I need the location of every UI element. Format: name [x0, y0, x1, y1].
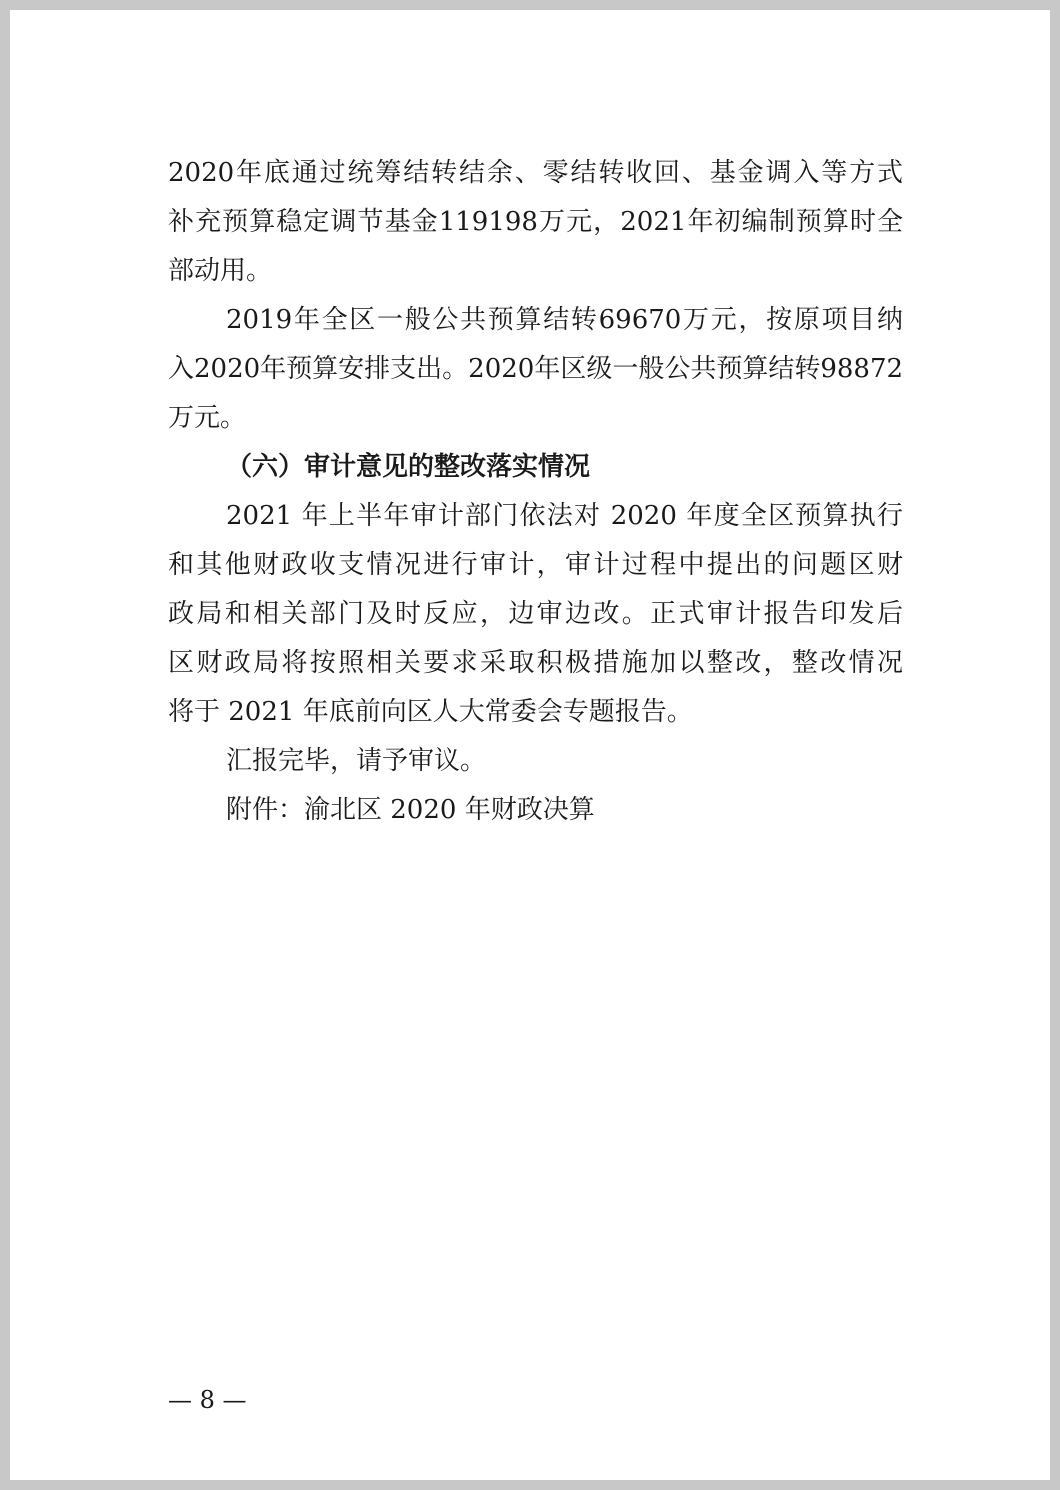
paragraph-audit — [168, 492, 903, 737]
text-line: 政局和相关部门及时反应，边审边改。正式审计报告印发后 — [168, 599, 903, 629]
text-line: 入2020年预算安排支出。2020年区级一般公共预算结转98872 — [168, 354, 904, 384]
attachment-note: 附件：渝北区 2020 年财政决算 — [226, 795, 595, 825]
text-line: 区财政局将按照相关要求采取积极措施加以整改，整改情况 — [168, 648, 903, 678]
section-heading: （六）审计意见的整改落实情况 — [226, 452, 591, 482]
text-line: 补充预算稳定调节基金119198万元，2021年初编制预算时全 — [168, 207, 903, 237]
text-line: 和其他财政收支情况进行审计，审计过程中提出的问题区财 — [168, 550, 903, 580]
document-body — [168, 149, 903, 835]
text-line: 2021 年上半年审计部门依法对 2020 年度全区预算执行 — [226, 501, 903, 531]
text-line: 2019年全区一般公共预算结转69670万元，按原项目纳 — [226, 305, 903, 335]
text-line: 万元。 — [168, 403, 247, 433]
document-page — [10, 10, 1050, 1480]
paragraph-budget-fund — [168, 149, 903, 296]
text-line: 2020年底通过统筹结转结余、零结转收回、基金调入等方式 — [168, 158, 903, 188]
text-line: 将于 2021 年底前向区人大常委会专题报告。 — [168, 697, 693, 727]
page-number: — 8 — — [168, 1386, 247, 1414]
text-line: 部动用。 — [168, 256, 273, 286]
closing-remark: 汇报完毕，请予审议。 — [226, 746, 487, 776]
paragraph-budget-carryover — [168, 296, 903, 443]
